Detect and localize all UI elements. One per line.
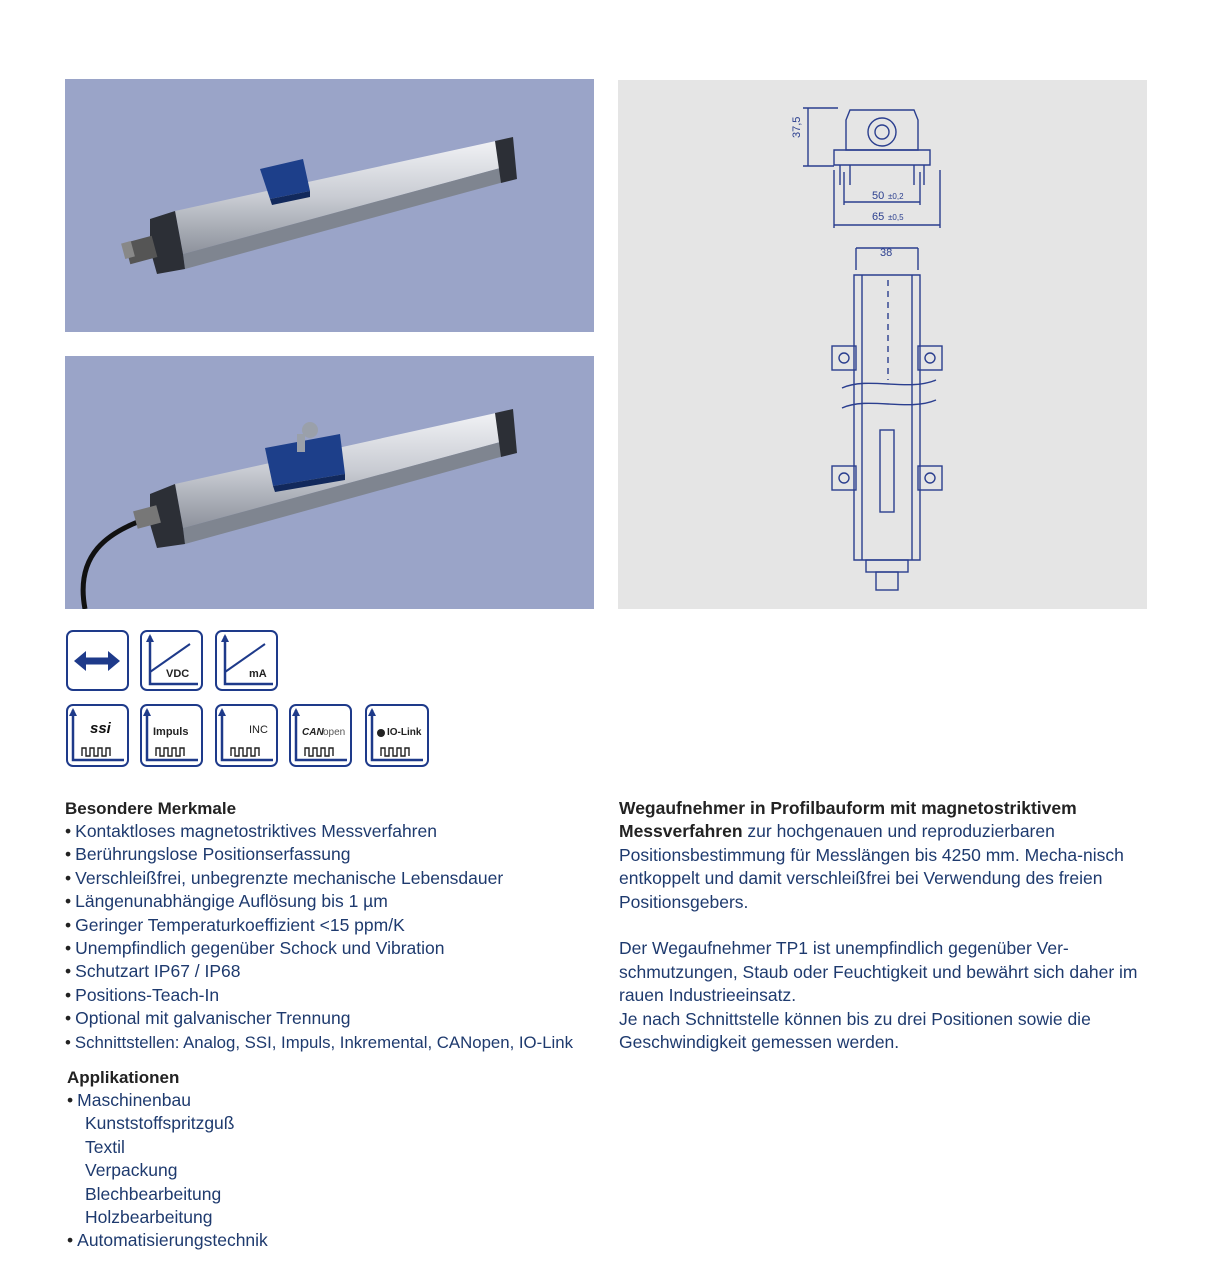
dim-outer: 65 bbox=[872, 211, 885, 223]
features-heading: Besondere Merkmale bbox=[65, 799, 237, 818]
dim-inner-tol: ±0,2 bbox=[888, 192, 904, 201]
description-paragraph-1: Wegaufnehmer in Profilbauform mit magnetostriktivem Messverfahren zur hochgenauen und reproduzierbaren Positionsbestimmung für Messlängen bis 4250 mm. Mecha-nisch entkoppelt und damit verschleißfrei bei Verwendung des freien Positionsgebers. bbox=[619, 798, 1124, 912]
description-paragraph-3: Je nach Schnittstelle können bis zu drei Positionen sowie die Geschwindigkeit gemessen werden. bbox=[619, 1008, 1091, 1053]
list-item: • Verschleißfrei, unbegrenzte mechanische Lebensdauer bbox=[65, 867, 504, 888]
list-item: • Optional mit galvanischer Trennung bbox=[65, 1008, 351, 1029]
list-item: • Längenunabhängige Auflösung bis 1 µm bbox=[65, 891, 388, 912]
voltage-output-icon: VDC bbox=[140, 630, 203, 691]
list-item: • Schnittstellen: Analog, SSI, Impuls, Inkremental, CANopen, IO-Link bbox=[65, 1032, 573, 1052]
list-item: • Positions-Teach-In bbox=[65, 984, 220, 1005]
impulse-interface-icon: Impuls bbox=[140, 704, 203, 767]
list-item: • Unempfindlich gegenüber Schock und Vibration bbox=[65, 938, 445, 959]
list-item: • Automatisierungstechnik bbox=[67, 1230, 268, 1251]
list-item: • Kontaktloses magnetostriktives Messverfahren bbox=[65, 821, 437, 841]
list-item: Kunststoffspritzguß bbox=[85, 1113, 235, 1134]
description-section bbox=[619, 797, 1149, 1054]
features-section bbox=[65, 797, 605, 1054]
dim-outer-tol: ±0,5 bbox=[888, 213, 904, 222]
linear-motion-icon bbox=[66, 630, 129, 691]
list-item: Blechbearbeitung bbox=[85, 1183, 222, 1204]
technical-drawing bbox=[618, 80, 1147, 609]
dim-inner: 50 bbox=[872, 190, 885, 202]
dim-width: 38 bbox=[880, 247, 893, 259]
applications-list bbox=[67, 1089, 467, 1253]
io-link-interface-icon: IO-Link bbox=[365, 704, 429, 767]
dim-height: 37,5 bbox=[791, 116, 803, 138]
description-paragraph-2: Der Wegaufnehmer TP1 ist unempfindlich gegenüber Ver-schmutzungen, Staub oder Feuchtigkeit und bewährt sich daher im rauen Industrieeinsatz. bbox=[619, 938, 1138, 1006]
list-item: Holzbearbeitung bbox=[85, 1207, 213, 1228]
list-item: • Geringer Temperaturkoeffizient <15 ppm/K bbox=[65, 914, 405, 935]
product-photo-sensor-connector bbox=[65, 79, 594, 332]
applications-heading: Applikationen bbox=[67, 1068, 180, 1087]
applications-section bbox=[67, 1066, 467, 1253]
product-photo-sensor-cable bbox=[65, 356, 594, 609]
list-item: Verpackung bbox=[85, 1160, 178, 1181]
description-lead: Wegaufnehmer in Profilbauform mit magnetostriktivem Messverfahren bbox=[619, 798, 1077, 842]
ssi-interface-icon: ssi bbox=[66, 704, 129, 767]
features-list bbox=[65, 820, 605, 1054]
incremental-interface-icon: INC bbox=[215, 704, 278, 767]
list-item: • Berührungslose Positionserfassung bbox=[65, 844, 351, 865]
canopen-interface-icon: CAN open bbox=[289, 704, 352, 767]
list-item: • Schutzart IP67 / IP68 bbox=[65, 961, 241, 982]
list-item: Textil bbox=[85, 1136, 125, 1157]
list-item: • Maschinenbau bbox=[67, 1090, 191, 1110]
current-output-icon: mA bbox=[215, 630, 278, 691]
